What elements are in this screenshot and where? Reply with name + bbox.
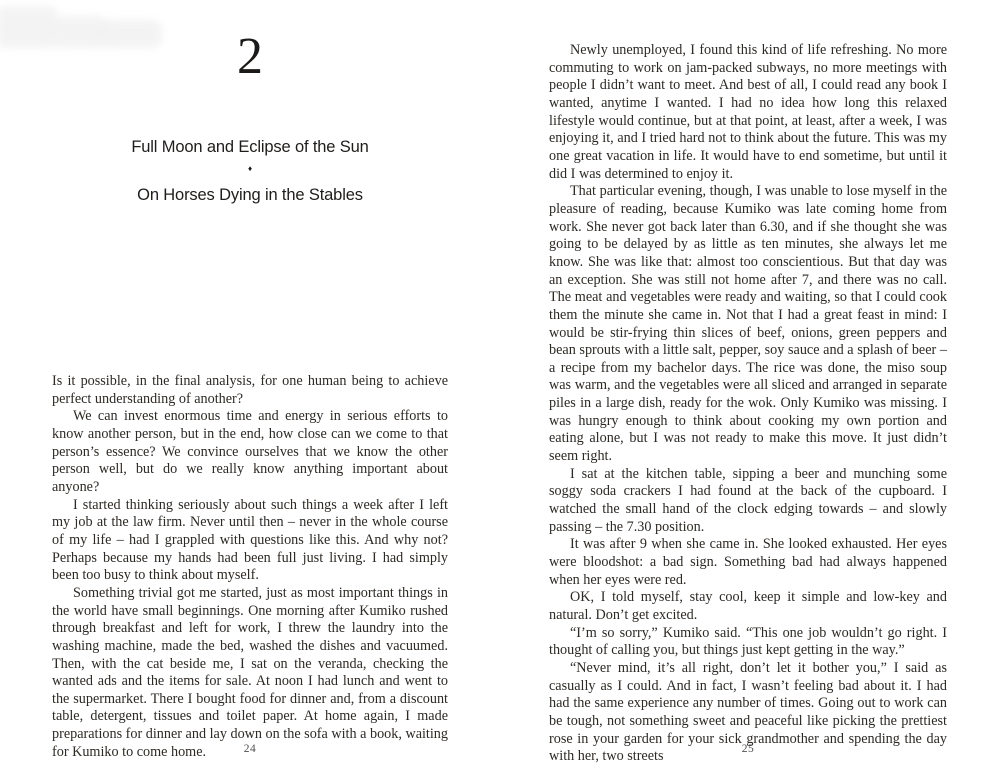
paragraph: Newly unemployed, I found this kind of life refreshing. No more commuting to work on jam-packed subways, no more meetings with people I didn’t want to meet. And best of all, I could read any book I wanted, anytime I wanted. I had no idea how long this relaxed lifestyle would continue, but at that point, at least, after a week, I was enjoying it, and I tried hard not to think about the future. This was my one great vacation in life. It would have to end sometime, but until it did I was determined to enjoy it. (549, 42, 947, 182)
page-number-right: 25 (741, 743, 755, 755)
diamond-separator-icon: ♦ (248, 164, 252, 173)
page-number-left: 24 (243, 743, 257, 755)
paragraph: “Never mind, it’s all right, don’t let it bother you,” I said as casually as I could. And in fact, I wasn’t feeling bad about it. I had had the same experience any number of times. Going out to work can be tough, not something sweet and peaceful like picking the prettiest rose in your garden for your sick grandmother and spending the day with her, two streets (549, 659, 947, 765)
scan-smudge-shape (0, 6, 58, 48)
chapter-title-line-1: Full Moon and Eclipse of the Sun (131, 138, 369, 156)
chapter-number: 2 (237, 28, 263, 85)
paragraph: I sat at the kitchen table, sipping a beer and munching some soggy soda crackers I had found at the back of the cupboard. I watched the small hand of the clock edging towards – and slowly passing – the 7.30 position. (549, 465, 947, 535)
left-page-body (52, 373, 448, 761)
right-page-body (549, 42, 947, 766)
paragraph: “I’m so sorry,” Kumiko said. “This one job wouldn’t go right. I thought of calling you, but things just kept getting in the way.” (549, 624, 947, 659)
paragraph: That particular evening, though, I was unable to lose myself in the pleasure of reading, because Kumiko was late coming home from work. She never got back later than 6.30, and if she thought she was going to be delayed by as little as ten minutes, she always let me know. She was like that: almost too conscientious. But that day was an exception. She was still not home after 7, and there was no call. The meat and vegetables were ready and waiting, so that I could cook them the minute she came in. Not that I had a great feast in mind: I would be stir-frying thin slices of beef, onions, green peppers and bean sprouts with a little salt, pepper, soy sauce and a splash of beer – a recipe from my bachelor days. The rice was done, the miso soup was warm, and the vegetables were all sliced and arranged in separate piles in a large dish, ready for the wok. Only Kumiko was missing. I was hungry enough to think about cooking my own portion and eating alone, but I was not ready to make this move. It just didn’t seem right. (549, 183, 947, 465)
chapter-title-line-2: On Horses Dying in the Stables (137, 186, 363, 204)
paragraph: OK, I told myself, stay cool, keep it simple and low-key and natural. Don’t get excited. (549, 589, 947, 623)
paragraph: We can invest enormous time and energy in serious efforts to know another person, but in the end, how close can we come to that person’s essence? We convince ourselves that we know the other person well, but do we really know anything important about anyone? (52, 408, 448, 495)
paragraph: It was after 9 when she came in. She looked exhausted. Her eyes were bloodshot: a bad sign. Something bad had always happened when her eyes were red. (549, 536, 947, 588)
paragraph: I started thinking seriously about such things a week after I left my job at the law firm. Never until then – never in the whole course of my life – had I grappled with questions like this. And why not? Perhaps because my hands had been full just living. I had simply been too busy to think about myself. (52, 496, 448, 584)
paragraph: Is it possible, in the final analysis, for one human being to achieve perfect understanding of another? (52, 373, 448, 407)
paragraph: Something trivial got me started, just as most important things in the world have small beginnings. One morning after Kumiko rushed through breakfast and left for work, I threw the laundry into the washing machine, made the bed, washed the dishes and vacuumed. Then, with the cat beside me, I sat on the veranda, checking the wanted ads and the items for sale. At noon I had lunch and went to the supermarket. There I bought food for dinner and, from a discount table, detergent, tissues and toilet paper. At home again, I made preparations for dinner and lay down on the sofa with a book, waiting for Kumiko to come home. (52, 584, 448, 760)
